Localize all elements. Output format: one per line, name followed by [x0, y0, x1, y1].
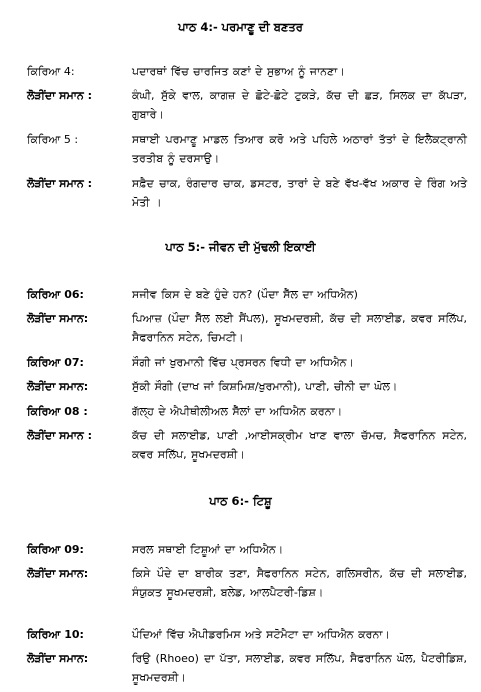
- activity-description: ਸੌਗੀ ਜਾਂ ਖੁਰਮਾਨੀ ਵਿੱਚ ਪ੍ਰਸਰਨ ਵਿਧੀ ਦਾ ਅਧਿਐਨ।: [132, 356, 354, 369]
- materials-label: ਲੋੜੀਂਦਾ ਸਮਾਨ :: [27, 89, 93, 102]
- materials-list: ਸੁੱਕੀ ਸੌਗੀ (ਦਾਖ ਜਾਂ ਕਿਸ਼ਮਿਸ਼/ਖੁਰਮਾਨੀ), ਪਾਣੀ, ਚੀਨੀ ਦਾ ਘੋਲ।: [132, 380, 398, 393]
- activity-label: ਕਿਰਿਆ 08 :: [27, 405, 88, 418]
- activity-description: ਪਦਾਰਥਾਂ ਵਿੱਚ ਚਾਰਜਿਤ ਕਣਾਂ ਦੇ ਸੁਭਾਅ ਨੂੰ ਜਾਨਣਾ।: [132, 65, 345, 78]
- activity-label: ਕਿਰਿਆ 4:: [27, 65, 75, 78]
- activity-label: ਕਿਰਿਆ 09:: [27, 543, 84, 556]
- materials-label: ਲੋੜੀਂਦਾ ਸਮਾਨ:: [27, 380, 89, 393]
- materials-label: ਲੋੜੀਂਦਾ ਸਮਾਨ:: [27, 312, 89, 325]
- activity-description: ਗੱਲ੍ਹ ਦੇ ਐਪੀਥੀਲੀਅਲ ਸੈੱਲਾਂ ਦਾ ਅਧਿਐਨ ਕਰਨਾ।: [132, 405, 343, 418]
- activity-label: ਕਿਰਿਆ 07:: [27, 356, 84, 369]
- materials-list: ਰਿਉ (Rhoeo) ਦਾ ਪੱਤਾ, ਸਲਾਈਡ, ਕਵਰ ਸਲਿੱਪ, ਸੈਫਰਾਨਿਨ ਘੋਲ, ਪੈਟਰੀਡਿਸ਼, ਸੂਖਮਦਰਸ਼ੀ।: [132, 652, 467, 684]
- activity-description: ਸਥਾਈ ਪਰਮਾਣੂ ਮਾਡਲ ਤਿਆਰ ਕਰੋ ਅਤੇ ਪਹਿਲੇ ਅਠਾਰਾਂ ਤੱਤਾਂ ਦੇ ਇਲੈਕਟ੍ਰਾਨੀ ਤਰਤੀਬ ਨੂੰ ਦਰਸਾਉ।: [132, 133, 467, 165]
- activity-label: ਕਿਰਿਆ 06:: [27, 288, 84, 301]
- activity-description: ਪੌਦਿਆਂ ਵਿੱਚ ਐਪੀਡਰਮਿਸ ਅਤੇ ਸਟੋਮੈਟਾ ਦਾ ਅਧਿਐਨ ਕਰਨਾ।: [132, 628, 390, 641]
- section-heading-lesson-4: ਪਾਠ 4:- ਪਰਮਾਣੂ ਦੀ ਬਣਤਰ: [178, 20, 303, 34]
- materials-list: ਸਫ਼ੈਦ ਚਾਕ, ਰੰਗਦਾਰ ਚਾਕ, ਡਸਟਰ, ਤਾਰਾਂ ਦੇ ਬਣੇ ਵੱਖ-ਵੱਖ ਅਕਾਰ ਦੇ ਰਿੰਗ ਅਤੇ ਮੋਤੀ ।: [132, 177, 467, 209]
- materials-list: ਕਿਸੇ ਪੌਦੇ ਦਾ ਬਾਰੀਕ ਤਣਾ, ਸੈਫਰਾਨਿਨ ਸਟੇਨ, ਗਲਿਸਰੀਨ, ਕੱਚ ਦੀ ਸਲਾਈਡ, ਸੰਯੁਕਤ ਸੂਖਮਦਰਸ਼ੀ, ਬਲੇਡ, ਆਲਪੈਟਰੀ-ਡਿਸ਼।: [132, 567, 467, 599]
- materials-label: ਲੋੜੀਂਦਾ ਸਮਾਨ:: [27, 567, 89, 580]
- materials-label: ਲੋੜੀਂਦਾ ਸਮਾਨ :: [27, 177, 93, 190]
- materials-label: ਲੋੜੀਂਦਾ ਸਮਾਨ:: [27, 652, 89, 665]
- materials-list: ਕੰਘੀ, ਸੁੱਕੇ ਵਾਲ, ਕਾਗਜ਼ ਦੇ ਛੋਟੇ-ਛੋਟੇ ਟੁਕੜੇ, ਕੱਚ ਦੀ ਛੜ, ਸਿਲਕ ਦਾ ਕੱਪੜਾ, ਗੁਬਾਰੇ।: [132, 89, 467, 121]
- activity-label: ਕਿਰਿਆ 10:: [27, 628, 84, 641]
- section-heading-lesson-6: ਪਾਠ 6:- ਟਿਸ਼ੂ: [209, 494, 272, 508]
- activity-label: ਕਿਰਿਆ 5 :: [27, 133, 79, 146]
- section-heading-lesson-5: ਪਾਠ 5:- ਜੀਵਨ ਦੀ ਮੁੱਢਲੀ ਇਕਾਈ: [165, 240, 316, 254]
- materials-list: ਪਿਆਜ਼ (ਪੌਦਾ ਸੈੱਲ ਲਈ ਸੈਂਪਲ), ਸੂਖਮਦਰਸ਼ੀ, ਕੱਚ ਦੀ ਸਲਾਈਡ, ਕਵਰ ਸਲਿੱਪ, ਸੈਫਰਾਨਿਨ ਸਟੇਨ, ਚਿਮਟੀ।: [132, 312, 467, 344]
- materials-label: ਲੋੜੀਂਦਾ ਸਮਾਨ :: [27, 429, 93, 442]
- activity-description: ਸਰਲ ਸਥਾਈ ਟਿਸ਼ੂਆਂ ਦਾ ਅਧਿਐਨ।: [132, 543, 284, 556]
- activity-description: ਸਜੀਵ ਕਿਸ ਦੇ ਬਣੇ ਹੁੰਦੇ ਹਨ? (ਪੌਦਾ ਸੈੱਲ ਦਾ ਅਧਿਐਨ): [132, 288, 358, 301]
- materials-list: ਕੱਚ ਦੀ ਸਲਾਈਡ, ਪਾਣੀ ,ਆਈਸਕ੍ਰੀਮ ਖਾਣ ਵਾਲਾ ਚੱਮਚ, ਸੈਫਰਾਨਿਨ ਸਟੇਨ, ਕਵਰ ਸਲਿੱਪ, ਸੂਖਮਦਰਸ਼ੀ।: [132, 429, 467, 461]
